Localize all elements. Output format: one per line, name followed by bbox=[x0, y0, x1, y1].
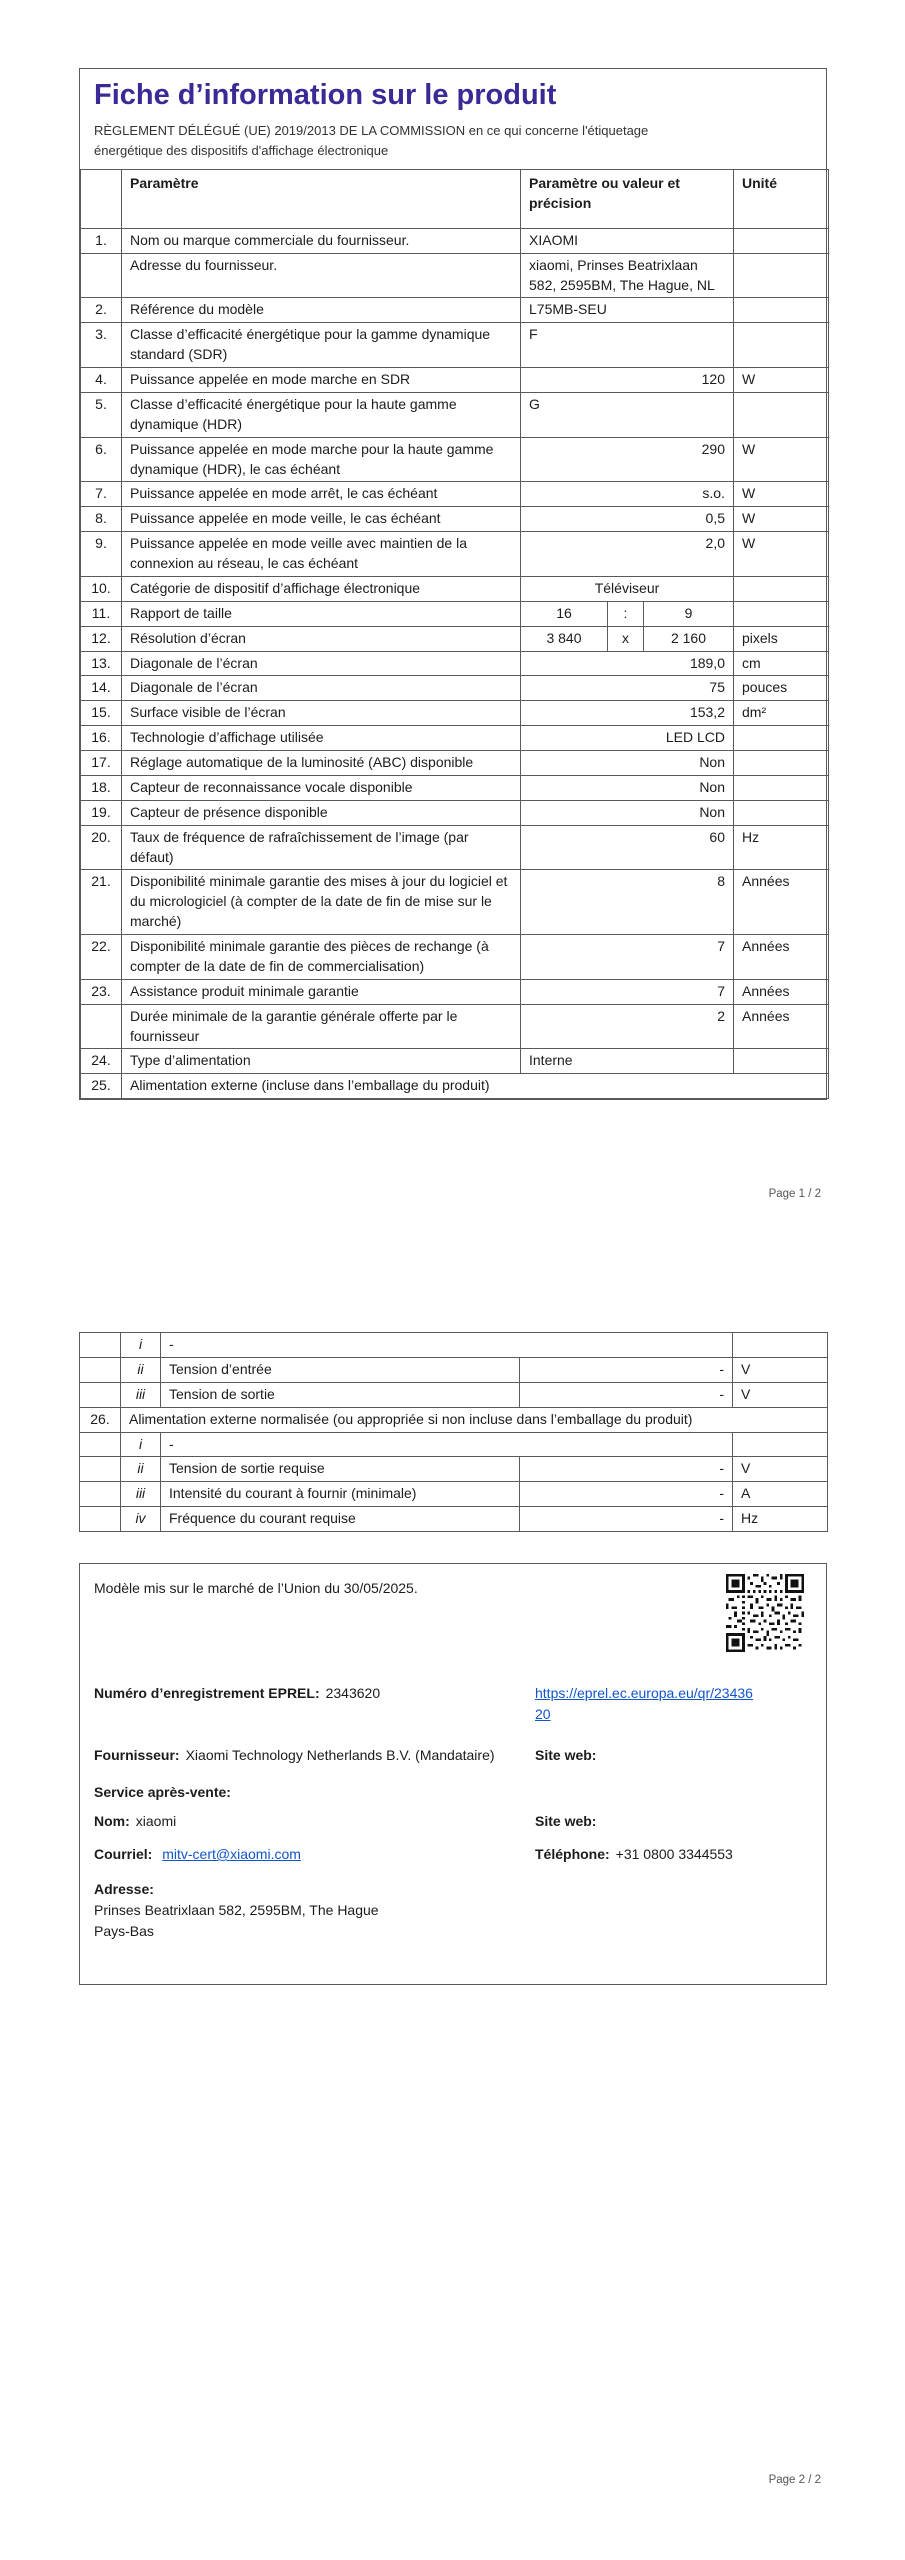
row-number bbox=[80, 1482, 121, 1507]
roman-index: i bbox=[121, 1333, 161, 1358]
power-supply-table bbox=[79, 1332, 828, 1532]
row-number: 13. bbox=[81, 651, 122, 676]
phone-label: Téléphone: bbox=[535, 1846, 610, 1862]
param-label: - bbox=[161, 1432, 733, 1457]
param-label: Puissance appelée en mode veille avec maintien de la connexion au réseau, le cas échéant bbox=[122, 532, 521, 577]
table-row bbox=[80, 1357, 828, 1382]
param-unit: Hz bbox=[734, 825, 829, 870]
param-value: - bbox=[520, 1482, 733, 1507]
resolution-width: 3 840 bbox=[521, 626, 608, 651]
table-row bbox=[81, 368, 829, 393]
param-label: Tension de sortie requise bbox=[161, 1457, 520, 1482]
param-unit bbox=[734, 298, 829, 323]
param-unit: W bbox=[734, 437, 829, 482]
site-web-label: Site web: bbox=[535, 1747, 597, 1763]
param-label: - bbox=[161, 1333, 733, 1358]
product-fiche-box bbox=[79, 68, 827, 1100]
param-unit: W bbox=[734, 482, 829, 507]
table-row bbox=[81, 870, 829, 935]
param-unit bbox=[734, 576, 829, 601]
param-label: Catégorie de dispositif d’affichage électronique bbox=[122, 576, 521, 601]
param-label: Disponibilité minimale garantie des mises à jour du logiciel et du micrologiciel (à compter de la date de fin de mise sur le marché) bbox=[122, 870, 521, 935]
param-unit bbox=[734, 392, 829, 437]
address-line-1: Prinses Beatrixlaan 582, 2595BM, The Hague bbox=[94, 1902, 379, 1918]
resolution-separator: x bbox=[608, 626, 644, 651]
param-value: - bbox=[520, 1507, 733, 1532]
site-web-label-2: Site web: bbox=[535, 1813, 597, 1829]
table-row bbox=[81, 298, 829, 323]
param-value: Non bbox=[521, 751, 734, 776]
param-value: s.o. bbox=[521, 482, 734, 507]
param-value: 8 bbox=[521, 870, 734, 935]
param-value: L75MB-SEU bbox=[521, 298, 734, 323]
row-number: 24. bbox=[81, 1049, 122, 1074]
email-label: Courriel: bbox=[94, 1846, 153, 1862]
email-link[interactable]: mitv-cert@xiaomi.com bbox=[162, 1846, 301, 1862]
row-number: 10. bbox=[81, 576, 122, 601]
param-value: Téléviseur bbox=[521, 576, 734, 601]
header-parametre: Paramètre bbox=[122, 170, 521, 229]
table-row bbox=[80, 1382, 828, 1407]
contact-name-label: Nom: bbox=[94, 1813, 130, 1829]
table-row bbox=[81, 323, 829, 368]
param-label: Durée minimale de la garantie générale offerte par le fournisseur bbox=[122, 1004, 521, 1049]
param-unit: cm bbox=[734, 651, 829, 676]
param-unit: W bbox=[734, 507, 829, 532]
param-unit bbox=[734, 253, 829, 298]
param-unit bbox=[733, 1333, 828, 1358]
address-block bbox=[94, 1879, 812, 1942]
param-value: 153,2 bbox=[521, 701, 734, 726]
page2-footer: Page 2 / 2 bbox=[768, 2474, 821, 2486]
param-label: Nom ou marque commerciale du fournisseur. bbox=[122, 228, 521, 253]
qr-code bbox=[726, 1574, 804, 1652]
table-row bbox=[81, 979, 829, 1004]
row-number: 18. bbox=[81, 775, 122, 800]
param-label: Surface visible de l’écran bbox=[122, 701, 521, 726]
table-row bbox=[81, 676, 829, 701]
row-number: 17. bbox=[81, 751, 122, 776]
supplier-row bbox=[94, 1745, 812, 1766]
param-unit bbox=[734, 800, 829, 825]
table-row bbox=[81, 507, 829, 532]
table-row bbox=[81, 253, 829, 298]
table-row bbox=[80, 1432, 828, 1457]
param-unit: V bbox=[733, 1382, 828, 1407]
param-label: Rapport de taille bbox=[122, 601, 521, 626]
table-row bbox=[81, 392, 829, 437]
phone-number: +31 0800 3344553 bbox=[615, 1846, 733, 1862]
row-number: 20. bbox=[81, 825, 122, 870]
param-value: 7 bbox=[521, 935, 734, 980]
param-value: 2 bbox=[521, 1004, 734, 1049]
param-value: - bbox=[520, 1457, 733, 1482]
eprel-number: 2343620 bbox=[325, 1685, 381, 1701]
param-unit: dm² bbox=[734, 701, 829, 726]
param-unit: Années bbox=[734, 870, 829, 935]
param-label: Technologie d’affichage utilisée bbox=[122, 726, 521, 751]
table-row bbox=[81, 825, 829, 870]
table-row bbox=[81, 935, 829, 980]
table-row bbox=[81, 726, 829, 751]
param-label: Réglage automatique de la luminosité (ABC) disponible bbox=[122, 751, 521, 776]
param-label: Alimentation externe normalisée (ou appropriée si non incluse dans l’emballage du produit) bbox=[121, 1407, 828, 1432]
param-label: Capteur de reconnaissance vocale disponible bbox=[122, 775, 521, 800]
param-unit: Années bbox=[734, 979, 829, 1004]
table-row bbox=[81, 601, 829, 626]
row-number bbox=[80, 1382, 121, 1407]
row-number: 16. bbox=[81, 726, 122, 751]
row-number: 19. bbox=[81, 800, 122, 825]
param-value: 120 bbox=[521, 368, 734, 393]
ratio-value-2: 9 bbox=[644, 601, 734, 626]
table-row bbox=[80, 1482, 828, 1507]
param-value: xiaomi, Prinses Beatrixlaan 582, 2595BM, The Hague, NL bbox=[521, 253, 734, 298]
param-value: 189,0 bbox=[521, 651, 734, 676]
roman-index: iii bbox=[121, 1382, 161, 1407]
param-label: Puissance appelée en mode arrêt, le cas échéant bbox=[122, 482, 521, 507]
market-date: Modèle mis sur le marché de l’Union du 30/05/2025. bbox=[94, 1580, 418, 1596]
param-unit: V bbox=[733, 1357, 828, 1382]
row-number: 2. bbox=[81, 298, 122, 323]
param-label: Tension d’entrée bbox=[161, 1357, 520, 1382]
header-unite: Unité bbox=[734, 170, 829, 229]
row-number: 5. bbox=[81, 392, 122, 437]
param-value: 75 bbox=[521, 676, 734, 701]
param-label: Tension de sortie bbox=[161, 1382, 520, 1407]
table-row bbox=[81, 751, 829, 776]
param-label: Alimentation externe (incluse dans l’emballage du produit) bbox=[122, 1074, 829, 1099]
resolution-height: 2 160 bbox=[644, 626, 734, 651]
param-value: 290 bbox=[521, 437, 734, 482]
table-row bbox=[81, 651, 829, 676]
param-label: Capteur de présence disponible bbox=[122, 800, 521, 825]
param-unit: Années bbox=[734, 935, 829, 980]
row-number: 14. bbox=[81, 676, 122, 701]
param-value: LED LCD bbox=[521, 726, 734, 751]
param-label: Classe d’efficacité énergétique pour la haute gamme dynamique (HDR) bbox=[122, 392, 521, 437]
param-unit: W bbox=[734, 532, 829, 577]
table-row bbox=[80, 1457, 828, 1482]
eprel-row bbox=[94, 1683, 812, 1725]
param-unit: Années bbox=[734, 1004, 829, 1049]
table-row bbox=[81, 576, 829, 601]
param-value: XIAOMI bbox=[521, 228, 734, 253]
after-sales-label: Service après-vente: bbox=[94, 1784, 231, 1800]
row-number: 3. bbox=[81, 323, 122, 368]
row-number: 23. bbox=[81, 979, 122, 1004]
param-label: Puissance appelée en mode marche en SDR bbox=[122, 368, 521, 393]
address-line-2: Pays-Bas bbox=[94, 1923, 154, 1939]
param-value: - bbox=[520, 1382, 733, 1407]
table-row bbox=[81, 437, 829, 482]
param-unit bbox=[733, 1432, 828, 1457]
param-label: Assistance produit minimale garantie bbox=[122, 979, 521, 1004]
row-number bbox=[80, 1457, 121, 1482]
param-unit: Hz bbox=[733, 1507, 828, 1532]
contact-email-row bbox=[94, 1844, 812, 1865]
row-number: 4. bbox=[81, 368, 122, 393]
param-unit bbox=[734, 751, 829, 776]
header-valeur: Paramètre ou valeur et précision bbox=[521, 170, 734, 229]
table-row bbox=[81, 1049, 829, 1074]
param-value: 2,0 bbox=[521, 532, 734, 577]
after-sales-row bbox=[94, 1782, 812, 1803]
param-label: Disponibilité minimale garantie des pièces de rechange (à compter de la date de fin de commercialisation) bbox=[122, 935, 521, 980]
contact-name-row bbox=[94, 1811, 812, 1832]
table-header-row bbox=[81, 170, 829, 229]
ratio-separator: : bbox=[608, 601, 644, 626]
param-unit: A bbox=[733, 1482, 828, 1507]
param-value: F bbox=[521, 323, 734, 368]
param-unit bbox=[734, 601, 829, 626]
table-row bbox=[81, 482, 829, 507]
row-number: 11. bbox=[81, 601, 122, 626]
roman-index: ii bbox=[121, 1357, 161, 1382]
roman-index: ii bbox=[121, 1457, 161, 1482]
row-number: 7. bbox=[81, 482, 122, 507]
param-value: 60 bbox=[521, 825, 734, 870]
param-value: Non bbox=[521, 800, 734, 825]
row-number bbox=[80, 1432, 121, 1457]
table-row bbox=[80, 1333, 828, 1358]
row-number: 25. bbox=[81, 1074, 122, 1099]
param-unit: pixels bbox=[734, 626, 829, 651]
roman-index: iv bbox=[121, 1507, 161, 1532]
param-unit bbox=[734, 1049, 829, 1074]
param-label: Adresse du fournisseur. bbox=[122, 253, 521, 298]
param-label: Diagonale de l’écran bbox=[122, 676, 521, 701]
row-number: 1. bbox=[81, 228, 122, 253]
param-unit bbox=[734, 323, 829, 368]
eprel-link[interactable]: https://eprel.ec.europa.eu/qr/2343620 bbox=[535, 1685, 753, 1722]
ratio-value-1: 16 bbox=[521, 601, 608, 626]
row-number bbox=[80, 1507, 121, 1532]
address-label: Adresse: bbox=[94, 1881, 154, 1897]
product-parameters-table bbox=[80, 169, 829, 1099]
row-number: 26. bbox=[80, 1407, 121, 1432]
param-label: Classe d’efficacité énergétique pour la gamme dynamique standard (SDR) bbox=[122, 323, 521, 368]
row-number: 8. bbox=[81, 507, 122, 532]
header-empty bbox=[81, 170, 122, 229]
param-value: 0,5 bbox=[521, 507, 734, 532]
supplier-label: Fournisseur: bbox=[94, 1747, 180, 1763]
param-label: Puissance appelée en mode marche pour la haute gamme dynamique (HDR), le cas échéant bbox=[122, 437, 521, 482]
param-label: Référence du modèle bbox=[122, 298, 521, 323]
contact-name: xiaomi bbox=[135, 1813, 177, 1829]
table-row bbox=[80, 1407, 828, 1432]
table-row bbox=[81, 1074, 829, 1099]
table-row bbox=[81, 532, 829, 577]
param-unit: V bbox=[733, 1457, 828, 1482]
table-row bbox=[81, 800, 829, 825]
eprel-label: Numéro d’enregistrement EPREL: bbox=[94, 1685, 320, 1701]
param-unit: pouces bbox=[734, 676, 829, 701]
table-row bbox=[81, 228, 829, 253]
row-number: 6. bbox=[81, 437, 122, 482]
row-number: 22. bbox=[81, 935, 122, 980]
param-value: - bbox=[520, 1357, 733, 1382]
row-number: 21. bbox=[81, 870, 122, 935]
registration-info-box bbox=[79, 1563, 827, 1985]
param-unit: W bbox=[734, 368, 829, 393]
param-value: 7 bbox=[521, 979, 734, 1004]
param-value: Non bbox=[521, 775, 734, 800]
row-number bbox=[80, 1333, 121, 1358]
param-label: Taux de fréquence de rafraîchissement de l’image (par défaut) bbox=[122, 825, 521, 870]
page-title: Fiche d’information sur le produit bbox=[94, 79, 557, 111]
page1-footer: Page 1 / 2 bbox=[768, 1188, 821, 1200]
param-label: Puissance appelée en mode veille, le cas échéant bbox=[122, 507, 521, 532]
regulation-subtitle: RÈGLEMENT DÉLÉGUÉ (UE) 2019/2013 DE LA COMMISSION en ce qui concerne l'étiquetage énergétique des dispositifs d'affichage électronique bbox=[94, 123, 649, 158]
row-number: 12. bbox=[81, 626, 122, 651]
row-number: 15. bbox=[81, 701, 122, 726]
table-row bbox=[81, 701, 829, 726]
param-label: Type d’alimentation bbox=[122, 1049, 521, 1074]
param-unit bbox=[734, 228, 829, 253]
table-row bbox=[81, 775, 829, 800]
row-number bbox=[81, 253, 122, 298]
roman-index: i bbox=[121, 1432, 161, 1457]
param-unit bbox=[734, 775, 829, 800]
table-row bbox=[81, 1004, 829, 1049]
param-unit bbox=[734, 726, 829, 751]
row-number bbox=[80, 1357, 121, 1382]
param-value: G bbox=[521, 392, 734, 437]
roman-index: iii bbox=[121, 1482, 161, 1507]
param-value: Interne bbox=[521, 1049, 734, 1074]
param-label: Diagonale de l’écran bbox=[122, 651, 521, 676]
continuation-table-wrap bbox=[79, 1332, 827, 1532]
table-row bbox=[81, 626, 829, 651]
row-number: 9. bbox=[81, 532, 122, 577]
supplier-name: Xiaomi Technology Netherlands B.V. (Mandataire) bbox=[185, 1747, 495, 1763]
table-row bbox=[80, 1507, 828, 1532]
row-number bbox=[81, 1004, 122, 1049]
title-block bbox=[80, 69, 826, 169]
param-label: Résolution d’écran bbox=[122, 626, 521, 651]
param-label: Intensité du courant à fournir (minimale) bbox=[161, 1482, 520, 1507]
param-label: Fréquence du courant requise bbox=[161, 1507, 520, 1532]
